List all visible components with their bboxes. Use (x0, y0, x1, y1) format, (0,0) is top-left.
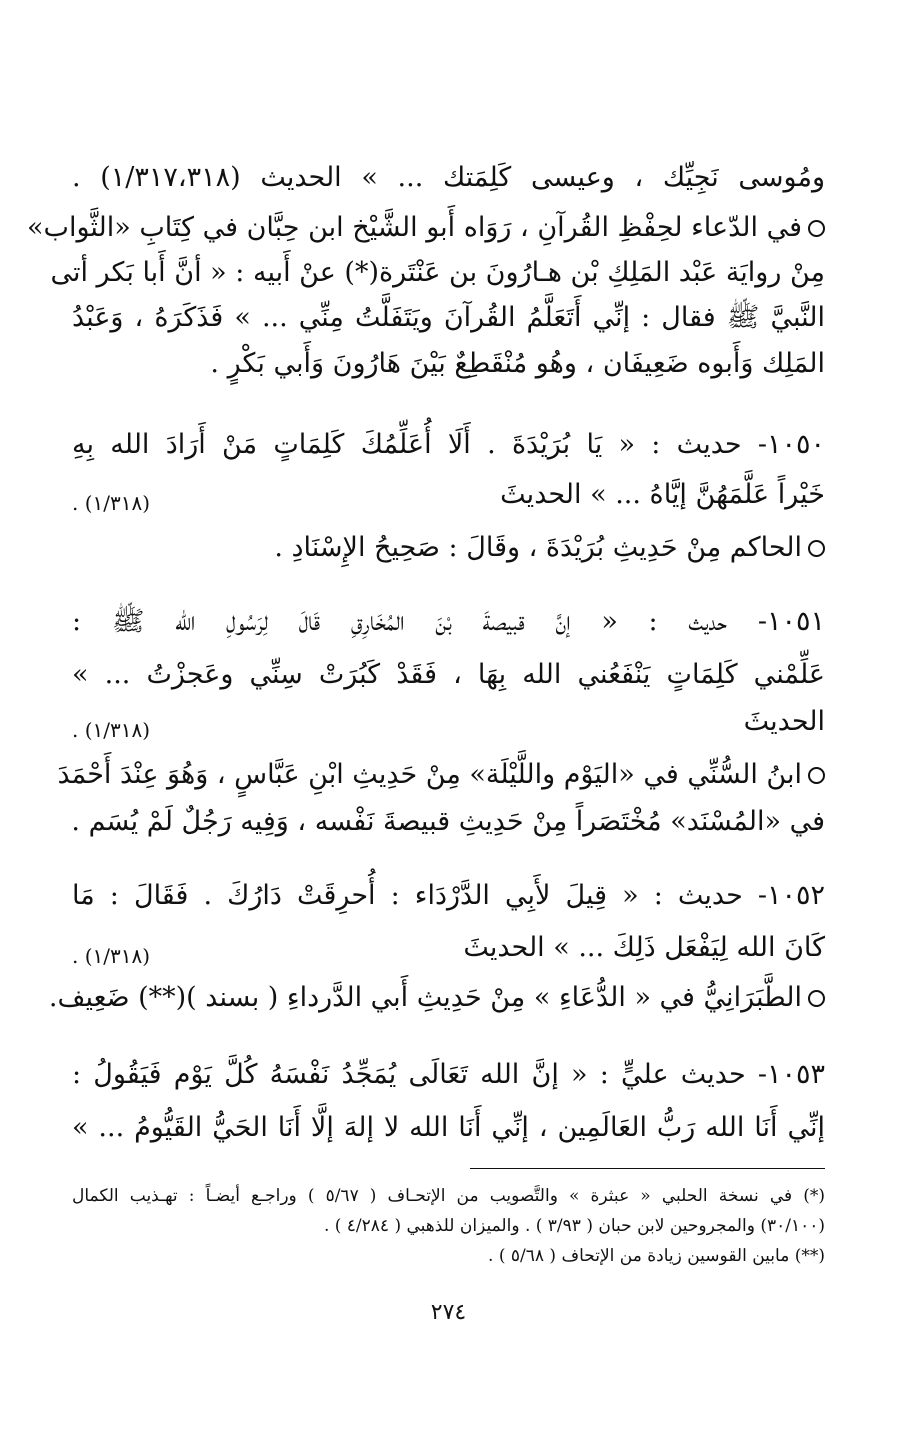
circle-bullet-icon (808, 990, 825, 1007)
hadith-1053-heading: ١٠٥٣- حديث عليٍّ : « إنَّ الله تَعَالَى يُمَجِّدُ نَفْسَهُ كُلَّ يَوْم فَيَقُولُ : (72, 1059, 825, 1090)
footnote: (*) في نسخة الحلبي « عبثرة » والتَّصويب من الإتحـاف ( ٥/٦٧ ) وراجـع أيضـاً : تهـذيب الكمال (72, 1186, 825, 1206)
page-number: ٢٧٤ (430, 1300, 467, 1325)
hadith-line: خَيْراً عَلَّمَهُنَّ إيَّاهُ ... » الحديثَ (500, 479, 825, 510)
reference: (١/٣١٨) . (72, 718, 151, 742)
reference: (١/٣١٨) . (72, 944, 151, 968)
commentary-line: النَّبيَّ ﷺ فقال : إنِّي أَتَعَلَّمُ القُرآنَ ويَتَفَلَّتُ مِنِّي ... » فَذَكَرَهُ ، وَعَبْدُ (72, 302, 825, 333)
commentary-line: الطَّبَرَانِيُّ في « الدُّعَاءِ » مِنْ حَدِيثِ أَبي الدَّرداءِ ( بسند )(**) ضَعِيف. (72, 978, 825, 1018)
circle-bullet-icon (808, 540, 825, 557)
hadith-1051-heading: ١٠٥١- حديث : « إنَّ قبيصةَ بْنَ المُخَارِقِ قَالَ لِرَسُولِ الله ﷺ : (72, 606, 825, 637)
commentary-line: مِنْ روايَة عَبْد المَلِكِ بْن هـارُونَ بن عَنْتَرة(*) عنْ أَبيه : « أنَّ أَبا بَكر أتى (50, 257, 825, 288)
commentary-line: الحاكم مِنْ حَدِيثِ بُرَيْدَةَ ، وقَالَ : صَحِيحُ الإِسْنَادِ . (274, 528, 825, 568)
hadith-line: عَلِّمْني كَلِمَاتٍ يَنْفَعُني الله بِهَا ، فَقَدْ كَبُرَتْ سِنِّي وعَجزْتُ ... » (72, 659, 825, 690)
commentary-line: في الدّعاء لحِفْظِ القُرآنِ ، رَوَاه أَبو الشَّيْخ ابن حِبَّان في كِتَابِ «الثَّواب» (72, 208, 825, 248)
commentary-line: المَلِك وَأَبوه ضَعِيفَان ، وهُو مُنْقَطِعٌ بَيْنَ هَارُونَ وَأَبي بَكْرٍ . (210, 348, 825, 379)
footnote: (٣٠/١٠٠) والمجروحين لابن حبان ( ٣/٩٣ ) . والميزان للذهبي ( ٤/٢٨٤ ) . (323, 1216, 825, 1236)
commentary-line: في «المُسْنَد» مُخْتَصَراً مِنْ حَدِيثِ قبيصةَ نَفْسه ، وَفِيه رَجُلٌ لَمْ يُسَم . (71, 806, 825, 837)
text-line: ومُوسى نَجِيِّك ، وعيسى كَلِمَتك ... » الحديث (١/٣١٧،٣١٨) . (72, 162, 825, 193)
reference: (١/٣١٨) . (72, 491, 151, 515)
footnote: (**) مابين القوسين زيادة من الإتحاف ( ٥/٦٨ ) . (488, 1246, 825, 1266)
hadith-1052-heading: ١٠٥٢- حديث : « قِيلَ لأَبِي الدَّرْدَاء : أُحرِقَتْ دَارُكَ . فَقَالَ : مَا (72, 880, 825, 911)
commentary-line: ابنُ السُّنِّي في «اليَوْم واللَّيْلَة» مِنْ حَدِيثِ ابْنِ عَبَّاسٍ ، وَهُوَ عِنْدَ أَحْمَدَ (72, 755, 825, 795)
circle-bullet-icon (808, 220, 825, 237)
hadith-line: كَانَ الله لِيَفْعَل ذَلِكَ ... » الحديثَ (463, 932, 825, 963)
hadith-line: الحديثَ (743, 706, 825, 737)
hadith-1050-heading: ١٠٥٠- حديث : « يَا بُرَيْدَةَ . أَلَا أُعَلِّمُكَ كَلِمَاتٍ مَنْ أَرَادَ الله بِهِ (72, 429, 825, 460)
circle-bullet-icon (808, 767, 825, 784)
hadith-line: إنِّي أَنَا الله رَبُّ العَالَمِين ، إنِّي أَنَا الله لا إلهَ إلَّا أَنَا الحَيُّ القَيُّومُ ... » (72, 1112, 825, 1143)
footnote-divider (470, 1168, 825, 1169)
